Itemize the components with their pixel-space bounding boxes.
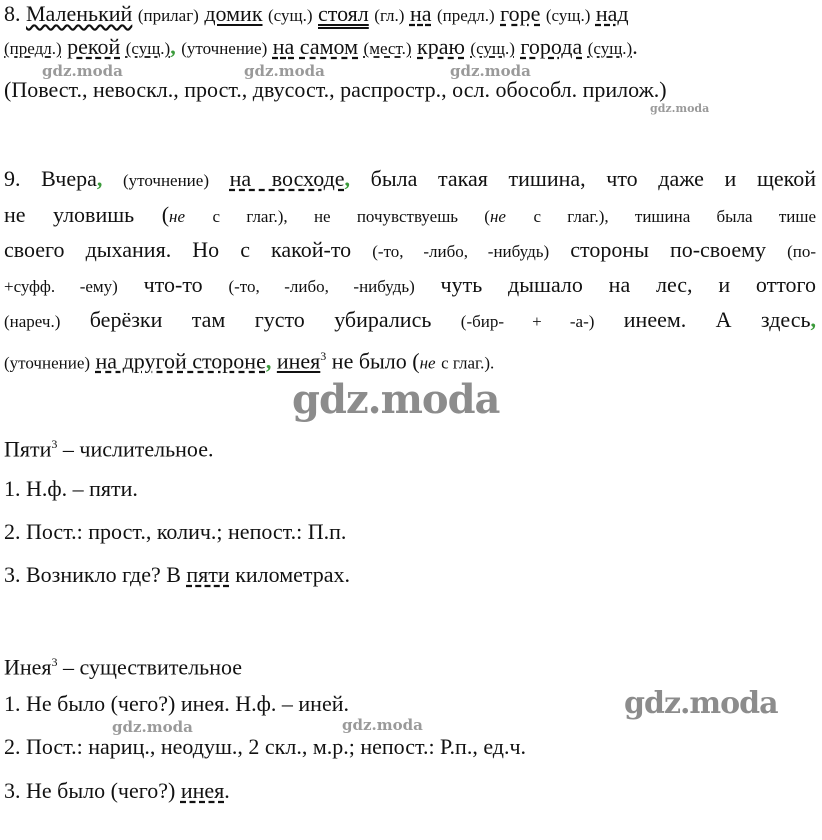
text: с глаг.), тишина была тише [533, 207, 817, 226]
watermark: gdz.moda [450, 62, 531, 80]
word: на [409, 1, 432, 26]
text: не уловишь ( [4, 202, 170, 227]
word: горе [500, 1, 541, 26]
pyati-heading [4, 430, 816, 463]
text: не было ( [331, 348, 420, 374]
comma-mark: , [810, 307, 817, 332]
word: самом [299, 34, 359, 59]
italic-note: не [419, 353, 436, 373]
word: домик [204, 1, 263, 26]
text: что [143, 272, 175, 297]
text: 9. Вчера [4, 166, 97, 191]
ineya-item-3 [4, 777, 816, 805]
text: берёзки там густо убирались [89, 307, 432, 332]
grammar-tag: (сущ.) [268, 6, 313, 25]
word: рекой [67, 34, 121, 59]
watermark: gdz.moda [42, 62, 123, 80]
s9-line2 [4, 201, 816, 231]
word: на другой стороне [95, 348, 266, 374]
ineya-heading [4, 648, 816, 681]
italic-note: не [489, 207, 506, 226]
watermark: gdz.moda [650, 102, 710, 115]
text: . [224, 778, 230, 803]
superscript: 3 [51, 437, 58, 451]
superscript: 3 [320, 349, 327, 363]
grammar-tag: (по- [787, 242, 817, 261]
s8-line1 [4, 0, 816, 30]
grammar-tag: (уточнение) [181, 39, 268, 58]
period: . [632, 34, 638, 59]
grammar-tag: (уточнение) [122, 171, 209, 190]
grammar-tag: (сущ.) [125, 39, 171, 58]
text: Инея [4, 654, 52, 680]
text: была такая тишина, что даже и щекой [370, 166, 816, 191]
s9-line5 [4, 306, 816, 336]
word: на [272, 34, 295, 59]
watermark: gdz.moda [244, 62, 325, 80]
s9-line6 [4, 342, 816, 377]
grammar-tag: (уточнение) [4, 353, 91, 373]
comma-mark: , [265, 348, 272, 374]
ineya-item-1: 1. Не было (чего?) инея. Н.ф. – иней. [4, 691, 349, 716]
s8-analysis: (Повест., невоскл., прост., двусост., распростр., осл. обособл. прилож.) [4, 77, 667, 102]
text: – существительное [63, 654, 243, 680]
grammar-tag: (-бир- + -а-) [460, 312, 595, 331]
grammar-tag: (предл.) [437, 6, 495, 25]
text: – числительное. [62, 436, 214, 462]
text: -своему [692, 237, 767, 262]
word: на восходе [229, 166, 345, 191]
grammar-tag: (мест.) [363, 39, 412, 58]
grammar-tag: (прилаг) [137, 6, 199, 25]
text: километрах. [235, 562, 351, 587]
grammar-tag: (нареч.) [4, 312, 61, 331]
text: своего дыхания. Но с какой [4, 237, 324, 262]
text: стороны по [570, 237, 693, 262]
comma-mark: , [170, 34, 176, 59]
word: краю [417, 34, 465, 59]
watermark: gdz.moda [112, 718, 193, 736]
s9-line4 [4, 271, 816, 301]
text: 3. Возникло где? В [4, 562, 181, 587]
word: пяти [186, 562, 230, 587]
text: с глаг.), не почувствуешь ( [212, 207, 490, 226]
ineya-item-2: 2. Пост.: нариц., неодуш., 2 скл., м.р.; непост.: Р.п., ед.ч. [4, 734, 527, 759]
grammar-tag: (сущ.) [470, 39, 515, 58]
grammar-tag: (сущ.) [545, 6, 591, 25]
s8-line2 [4, 33, 816, 63]
grammar-tag: (предл.) [4, 39, 62, 58]
word: инея [180, 778, 225, 803]
grammar-tag: +суфф. -ему) [4, 277, 118, 296]
word: инея [276, 348, 321, 374]
pyati-item-3 [4, 561, 816, 589]
comma-mark: , [344, 166, 351, 191]
word: стоял [318, 1, 369, 26]
comma-mark: , [96, 166, 103, 191]
word: над [595, 1, 629, 26]
grammar-tag: (-то, -либо, -нибудь) [372, 242, 550, 261]
text: с глаг.). [441, 353, 495, 373]
s9-line1 [4, 165, 816, 195]
text: Пяти [4, 436, 52, 462]
text: инеем. А здесь [623, 307, 811, 332]
grammar-tag: (гл.) [374, 6, 405, 25]
watermark: gdz.moda [292, 376, 500, 423]
watermark: gdz.moda [342, 716, 423, 734]
italic-note: не [169, 207, 186, 226]
text: 3. Не было (чего?) [4, 778, 176, 803]
s8-number: 8. [4, 1, 21, 26]
word: города [520, 34, 583, 59]
watermark: gdz.moda [624, 686, 778, 721]
word: Маленький [26, 1, 133, 26]
text: чуть дышало на лес, и оттого [440, 272, 816, 297]
text: -то [175, 272, 203, 297]
superscript: 3 [51, 655, 58, 669]
text: -то [323, 237, 352, 262]
pyati-item-2: 2. Пост.: прост., колич.; непост.: П.п. [4, 519, 347, 544]
grammar-tag: (-то, -либо, -нибудь) [228, 277, 415, 296]
pyati-item-1: 1. Н.ф. – пяти. [4, 476, 138, 501]
grammar-tag: (сущ.) [587, 39, 633, 58]
s9-line3 [4, 236, 816, 266]
